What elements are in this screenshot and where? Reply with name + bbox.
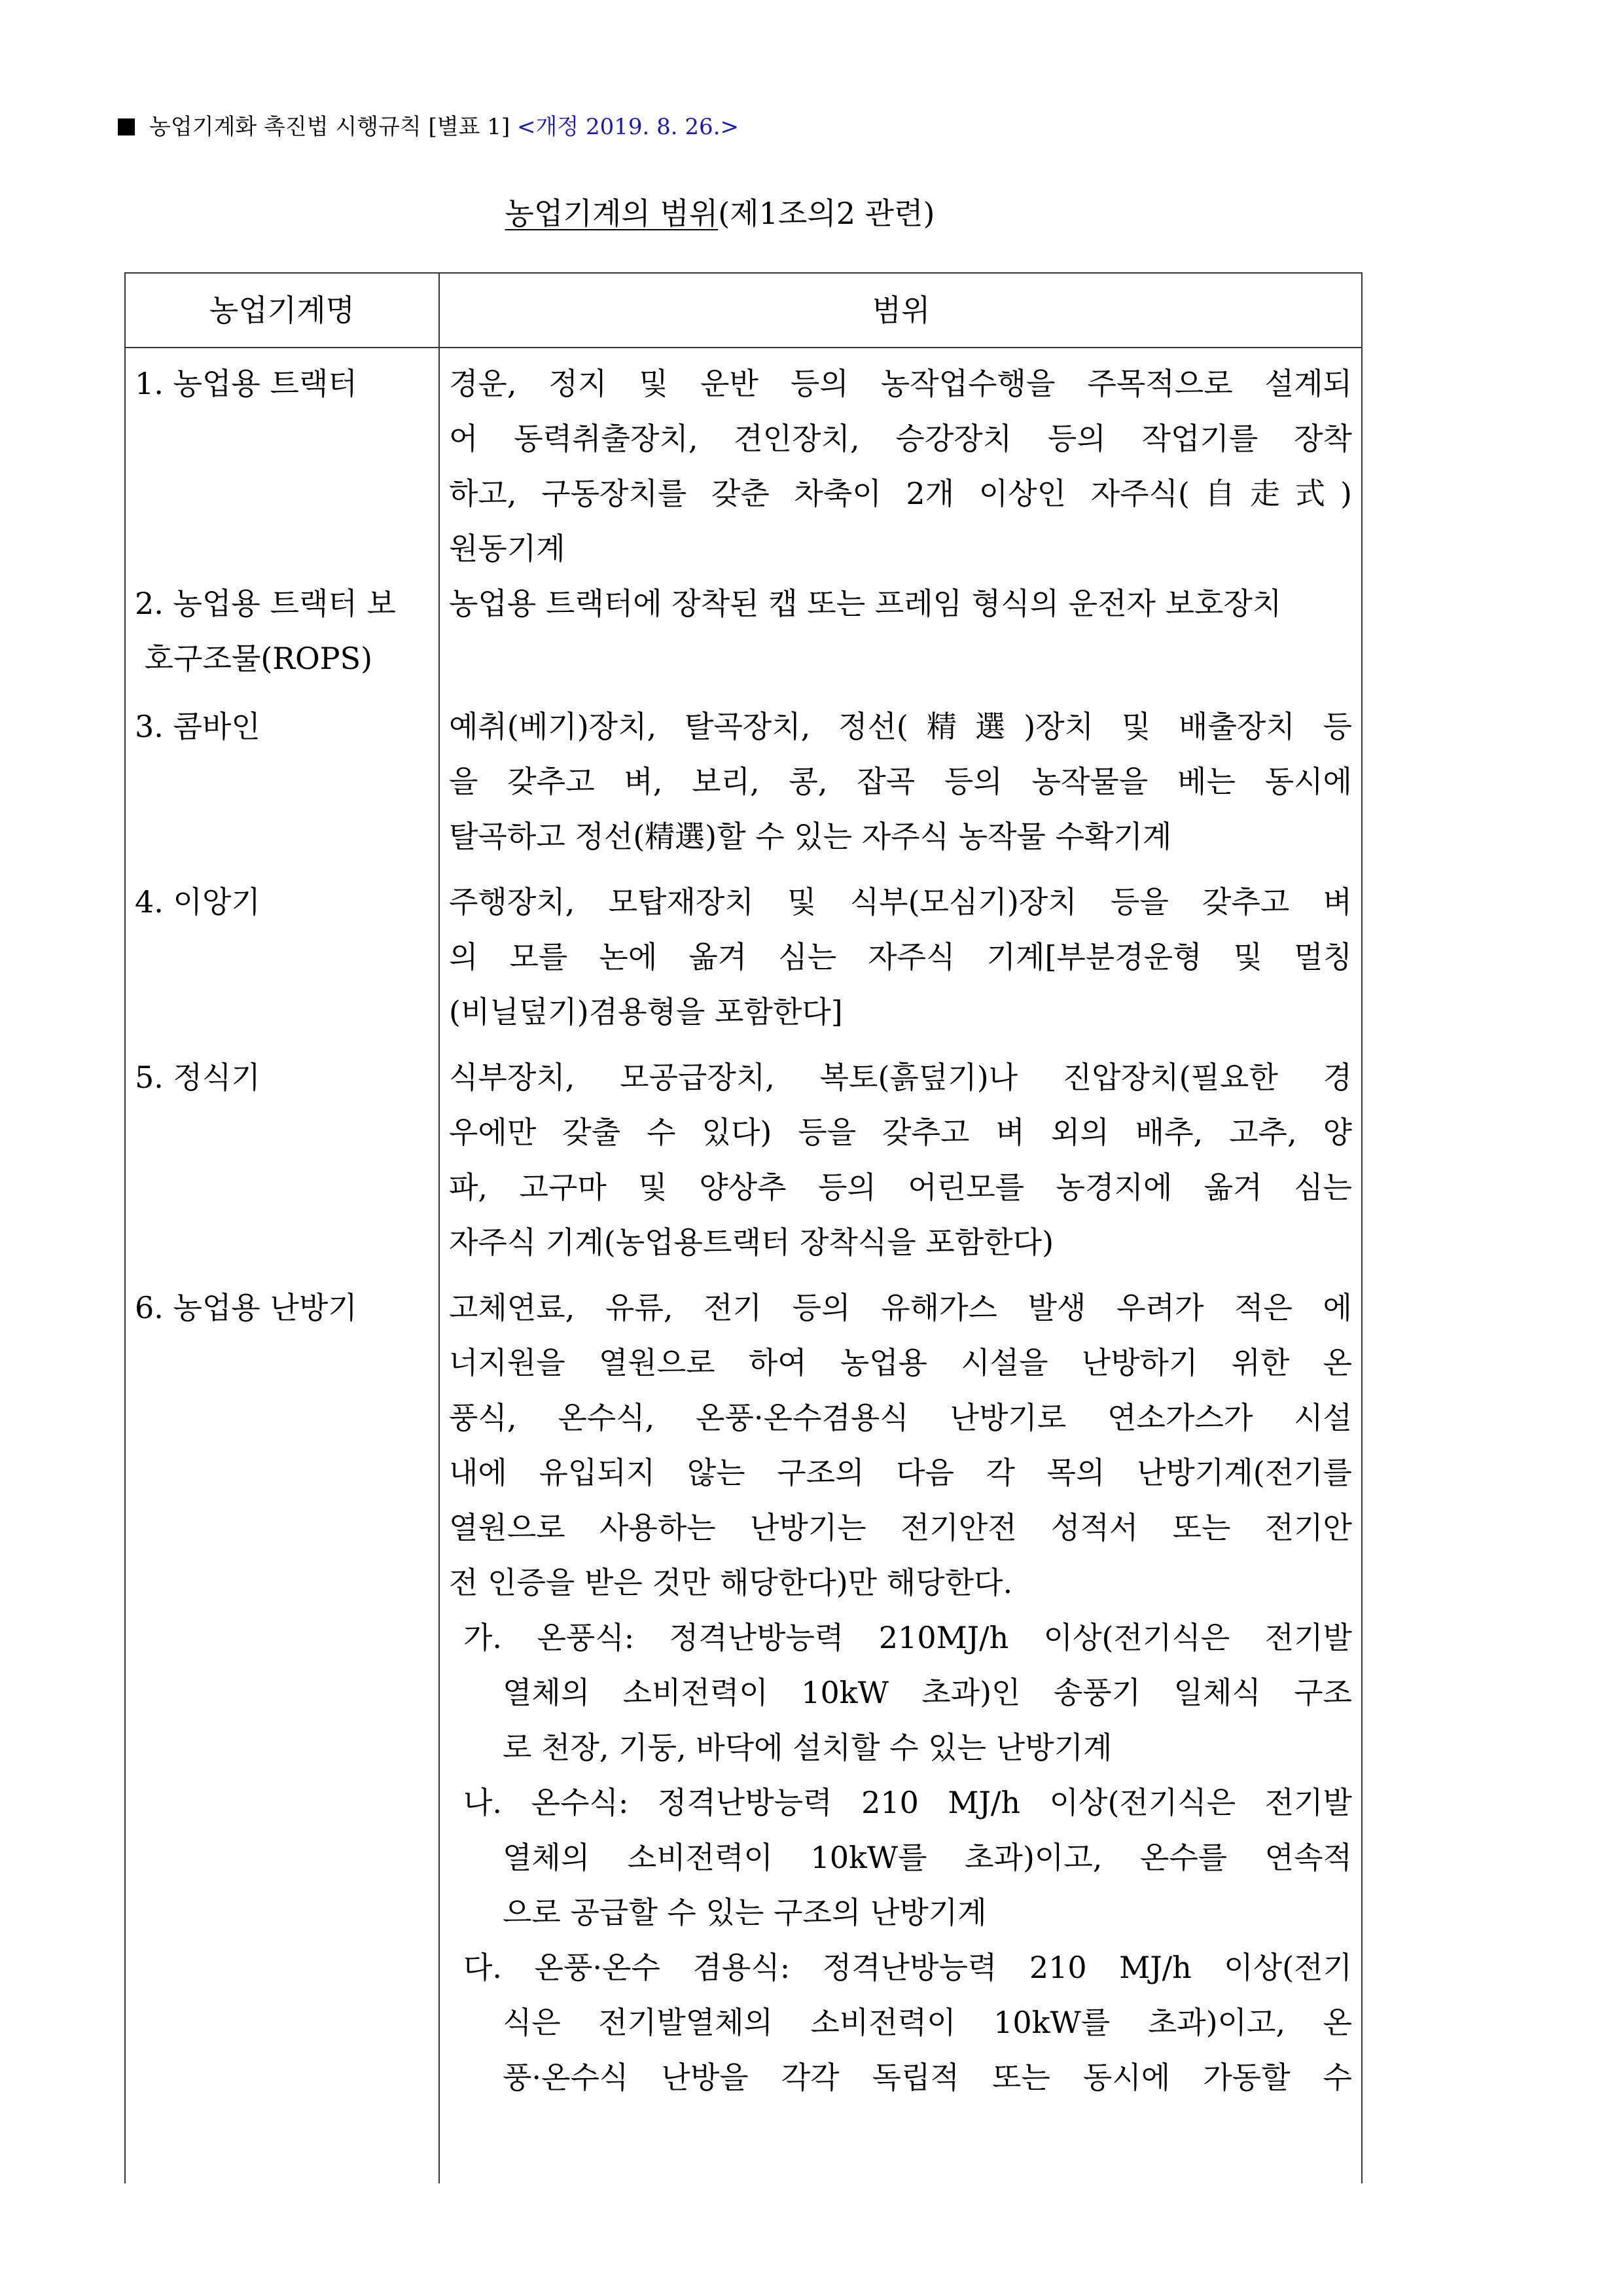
header-machine-name: 농업기계명	[209, 293, 355, 328]
header-scope: 범위	[872, 293, 931, 328]
machine-scope: 예취(베기)장치, 탈곡장치, 정선(精選)장치 및 배출장치 등 을 갖추고 벼, 보리, 콩, 잡곡 등의 농작물을 베는 동시에 탈곡하고 정선(精選)할 수 있는 자주식 농작물 수확기계	[449, 709, 1352, 854]
table-header	[126, 274, 1361, 348]
machine-scope: 식부장치, 모공급장치, 복토(흙덮기)나 진압장치(필요한 경 우에만 갖출 수 있다) 등을 갖추고 벼 외의 배추, 고추, 양 파, 고구마 및 양상추 등의 어린모를 농경지에 옮겨 심는 자주식 기계(농업용트랙터 장착식을 포함한다)	[449, 1060, 1352, 1260]
machine-scope: 주행장치, 모탑재장치 및 식부(모심기)장치 등을 갖추고 벼 의 모를 논에 옮겨 심는 자주식 기계[부분경운형 및 멀칭 (비닐덮기)겸용형을 포함한다]	[449, 884, 1352, 1030]
machine-name: 2. 농업용 트랙터 보 호구조물(ROPS)	[135, 586, 396, 676]
machine-name: 1. 농업용 트랙터	[135, 366, 357, 401]
sub-item: 나. 온수식: 정격난방능력 210 MJ/h 이상(전기식은 전기발	[463, 1785, 1352, 1820]
machine-scope: 고체연료, 유류, 전기 등의 유해가스 발생 우려가 적은 에 너지원을 열원으로 하여 농업용 시설을 난방하기 위한 온 풍식, 온수식, 온풍·온수겸용식 난방기로 연소가스가 시설 내에 유입되지 않는 구조의 다음 각 목의 난방기계(전기를 열원으로 사용하는 난방기는 전기안전 성적서 또는 전기안 전 인증을 받은 것만 해당한다)만 해당한다. 가. 온풍식: 정격난방능력 210MJ/h 이상(전기식은 전기발 열체의 소비전력이 10kW 초과)인 송풍기 일체식 구조 로 천장, 기둥, 바닥에 설치할 수 있는 난방기계 나. 온수식: 정격난방능력 210 MJ/h 이상(전기식은 전기발 열체의 소비전력이 10kW를 초과)이고, 온수를 연속적 으로 공급할 수 있는 구조의 난방기계 다. 온풍·온수 겸용식: 정격난방능력 210 MJ/h 이상(전기 식은 전기발열체의 소비전력이 10kW를 초과)이고, 온 풍·온수식 난방을 각각 독립적 또는 동시에 가동할 수	[449, 1290, 1352, 2095]
amendment-note: <개정 2019. 8. 26.>	[517, 114, 739, 140]
machine-name: 3. 콤바인	[135, 709, 260, 744]
sub-item: 가. 온풍식: 정격난방능력 210MJ/h 이상(전기식은 전기발	[463, 1620, 1352, 1655]
page-title	[0, 194, 1440, 233]
machinery-table	[124, 272, 1363, 2183]
machine-name: 5. 정식기	[135, 1060, 260, 1095]
column-divider	[438, 274, 440, 2183]
title-main: 농업기계의 범위	[505, 196, 719, 231]
machine-scope: 경운, 정지 및 운반 등의 농작업수행을 주목적으로 설계되 어 동력취출장치, 견인장치, 승강장치 등의 작업기를 장착 하고, 구동장치를 갖춘 차축이 2개 이상인 자주식(自走式) 원동기계	[449, 366, 1352, 566]
machine-name: 6. 농업용 난방기	[135, 1290, 357, 1325]
black-square-icon	[118, 118, 135, 135]
header-prefix: 농업기계화 촉진법 시행규칙 [별표 1]	[149, 114, 510, 140]
document-header	[118, 113, 739, 141]
sub-item: 다. 온풍·온수 겸용식: 정격난방능력 210 MJ/h 이상(전기	[463, 1950, 1352, 1985]
title-suffix: (제1조의2 관련)	[718, 196, 935, 231]
machine-scope: 농업용 트랙터에 장착된 캡 또는 프레임 형식의 운전자 보호장치	[449, 586, 1282, 621]
machine-name: 4. 이앙기	[135, 884, 260, 920]
